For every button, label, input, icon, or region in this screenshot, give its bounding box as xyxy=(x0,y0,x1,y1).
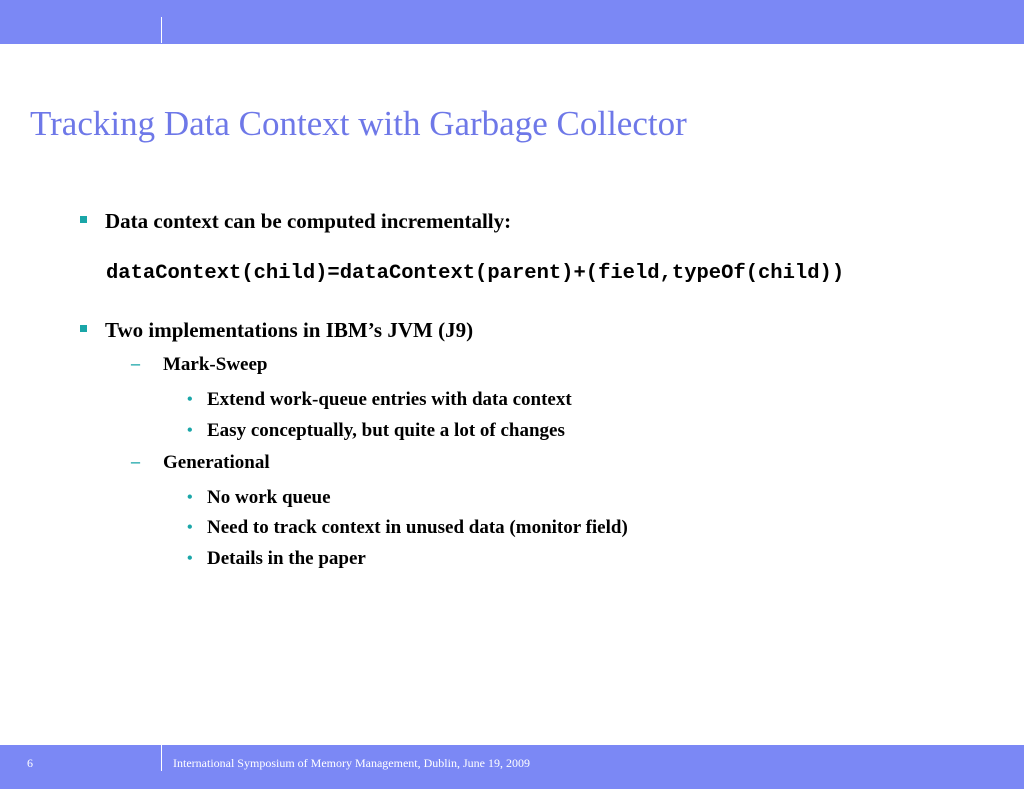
dot-bullet-icon: • xyxy=(187,391,193,408)
mark-sweep-item: Easy conceptually, but quite a lot of changes xyxy=(207,420,565,441)
generational-item: Need to track context in unused data (monitor field) xyxy=(207,517,628,538)
footer-text: International Symposium of Memory Management, Dublin, June 19, 2009 xyxy=(173,756,530,770)
header-divider xyxy=(161,17,162,43)
header-bar xyxy=(0,0,1024,44)
footer-divider xyxy=(161,745,162,771)
bullet-two-implementations: Two implementations in IBM’s JVM (J9) xyxy=(105,318,474,342)
code-formula: dataContext(child)=dataContext(parent)+(field,typeOf(child)) xyxy=(106,262,845,285)
generational-item: Details in the paper xyxy=(207,548,366,569)
dot-bullet-icon: • xyxy=(187,550,193,567)
generational-item: No work queue xyxy=(207,487,331,508)
mark-sweep-item: Extend work-queue entries with data context xyxy=(207,389,572,410)
sub-mark-sweep: Mark-Sweep xyxy=(163,354,268,375)
slide-title: Tracking Data Context with Garbage Collector xyxy=(30,104,687,143)
dot-bullet-icon: • xyxy=(187,422,193,439)
slide-number: 6 xyxy=(27,756,33,770)
square-bullet-icon xyxy=(80,325,87,332)
sub-generational: Generational xyxy=(163,452,270,473)
dash-bullet-icon: – xyxy=(131,353,140,373)
dot-bullet-icon: • xyxy=(187,489,193,506)
square-bullet-icon xyxy=(80,216,87,223)
dash-bullet-icon: – xyxy=(131,451,140,471)
dot-bullet-icon: • xyxy=(187,519,193,536)
bullet-data-context: Data context can be computed incrementally: xyxy=(105,209,512,233)
